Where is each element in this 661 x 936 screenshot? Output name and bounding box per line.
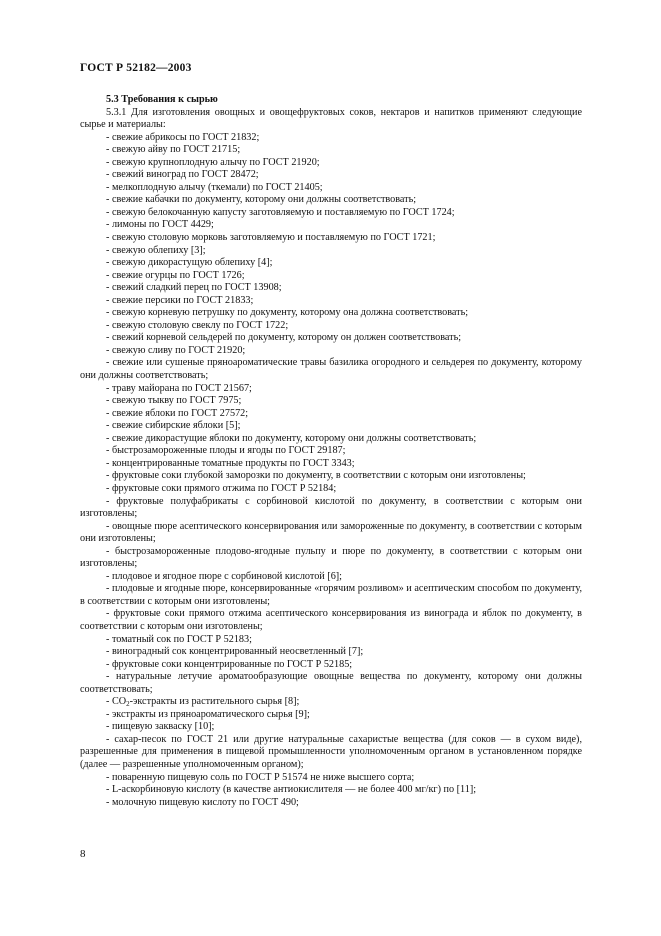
list-item: - фруктовые соки концентрированные по ГОСТ Р 52185; [106, 658, 353, 670]
list-item: - фруктовые соки глубокой заморозки по документу, в соответствии с которым они изготовлены; [106, 470, 526, 482]
list-item: - свежие или сушеные пряноароматические травы базилика огородного и сельдерея по документу, которому они должны соответствовать; [80, 357, 582, 382]
document-header: ГОСТ Р 52182—2003 [80, 62, 192, 74]
list-item: - свежие кабачки по документу, которому они должны соответствовать; [106, 194, 417, 206]
list-item: - траву майорана по ГОСТ 21567; [106, 382, 252, 394]
list-item: - быстрозамороженные плоды и ягоды по ГОСТ 29187; [106, 445, 346, 457]
raw-materials-list [80, 132, 582, 697]
list-item: - мелкоплодную алычу (ткемали) по ГОСТ 21405; [106, 181, 323, 193]
list-item: - свежую сливу по ГОСТ 21920; [106, 344, 246, 356]
list-item: - свежий корневой сельдерей по документу, которому он должен соответствовать; [106, 332, 462, 344]
list-item: - свежие дикорастущие яблоки по документу, которому они должны соответствовать; [106, 432, 477, 444]
list-item: - лимоны по ГОСТ 4429; [106, 219, 214, 231]
list-item: - натуральные летучие ароматообразующие овощные вещества по документу, которому они должны соответствовать; [80, 671, 582, 695]
list-item: - плодовое и ягодное пюре с сорбиновой кислотой [6]; [106, 570, 343, 582]
list-item: - свежую крупноплодную алычу по ГОСТ 21920; [106, 156, 320, 168]
list-item: - L-аскорбиновую кислоту (в качестве антиокислителя — не более 400 мг/кг) по [11]; [106, 784, 477, 796]
list-item: - свежий виноград по ГОСТ 28472; [106, 169, 259, 181]
section-5-3 [80, 94, 582, 809]
list-item: - виноградный сок концентрированный неосветленный [7]; [106, 646, 364, 658]
list-item: - свежий сладкий перец по ГОСТ 13908; [106, 282, 282, 294]
list-item: - свежую облепиху [3]; [106, 244, 206, 256]
list-item: - свежие яблоки по ГОСТ 27572; [106, 407, 249, 419]
list-item: - фруктовые соки прямого отжима асептического консервирования из винограда и яблок по документу, в соответствии с которым они изготовлены; [80, 608, 582, 632]
list-item: - сахар-песок по ГОСТ 21 или другие натуральные сахаристые вещества (для соков — в сухом виде), разрешенные для применения в пищевой промышленности уполномоченным органом в установленном порядке (далее — разрешенные уполномоченным органом); [80, 733, 582, 770]
list-item: - овощные пюре асептического консервирования или замороженные по документу, в соответствии с которым они изготовлены; [80, 520, 582, 545]
list-item: - свежую тыкву по ГОСТ 7975; [106, 395, 242, 407]
list-item: - концентрированные томатные продукты по ГОСТ 3343; [106, 457, 355, 469]
list-item: - свежую столовую морковь заготовляемую и поставляемую по ГОСТ 1721; [106, 232, 436, 244]
list-item: - плодовые и ягодные пюре, консервированные «горячим розливом» и асептическим способом по документу, в соответствии с которым они изготовлены; [80, 583, 582, 607]
list-item: - свежие огурцы по ГОСТ 1726; [106, 269, 245, 281]
raw-materials-list-2 [80, 709, 582, 809]
list-item: - фруктовые соки прямого отжима по ГОСТ Р 52184; [106, 482, 337, 494]
list-item: - поваренную пищевую соль по ГОСТ Р 51574 не ниже высшего сорта; [106, 771, 415, 783]
list-item: - свежую айву по ГОСТ 21715; [106, 144, 241, 156]
list-item: - свежую дикорастущую облепиху [4]; [106, 257, 273, 269]
list-item: - свежую корневую петрушку по документу, которому она должна соответствовать; [106, 307, 469, 319]
list-item: - томатный сок по ГОСТ Р 52183; [106, 633, 252, 645]
list-item: - экстракты из пряноароматического сырья [9]; [106, 708, 310, 720]
list-item: - свежую белокочанную капусту заготовляемую и поставляемую по ГОСТ 1724; [106, 206, 455, 218]
list-item: - пищевую закваску [10]; [106, 721, 215, 733]
list-item: - $CO_2$-экстракты из растительного сырья [8]; [106, 696, 300, 709]
page-number: 8 [80, 848, 86, 860]
section-intro: 5.3.1 Для изготовления овощных и овощефруктовых соков, нектаров и напитков применяют следующие сырье и материалы: [80, 106, 582, 131]
list-item: - свежую столовую свеклу по ГОСТ 1722; [106, 319, 289, 331]
list-item: - фруктовые полуфабрикаты с сорбиновой кислотой по документу, в соответствии с которым они изготовлены; [80, 495, 582, 520]
section-title: 5.3 Требования к сырью [106, 94, 218, 105]
list-item: - свежие сибирские яблоки [5]; [106, 420, 241, 432]
list-item: - молочную пищевую кислоту по ГОСТ 490; [106, 796, 299, 808]
list-item: - свежие абрикосы по ГОСТ 21832; [106, 131, 260, 143]
list-item: - свежие персики по ГОСТ 21833; [106, 294, 254, 306]
list-item: - быстрозамороженные плодово-ягодные пульпу и пюре по документу, в соответствии с которым они изготовлены; [80, 545, 582, 570]
